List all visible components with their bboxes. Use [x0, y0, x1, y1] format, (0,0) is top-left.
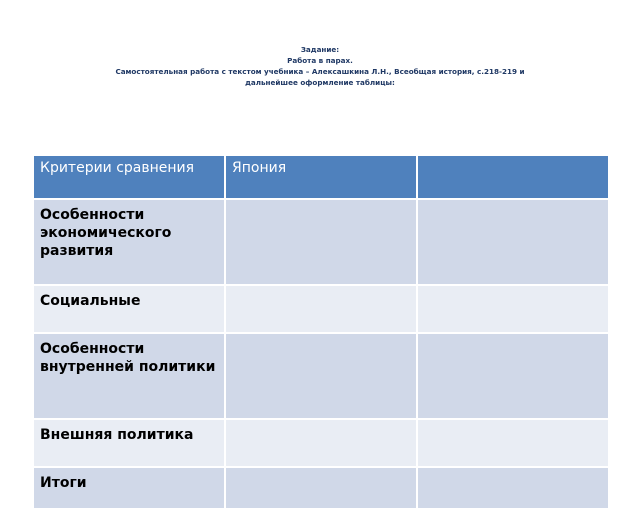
- row-cell-japan[interactable]: [225, 199, 417, 285]
- table-row: [33, 199, 609, 285]
- task-instruction-line-2: дальнейшее оформление таблицы:: [245, 78, 395, 87]
- table-row: [33, 467, 609, 509]
- header-japan: Япония: [225, 155, 417, 199]
- row-criterion: Особенности экономического развития: [33, 199, 225, 285]
- row-criterion: Внешняя политика: [33, 419, 225, 467]
- row-cell-other[interactable]: [417, 333, 609, 419]
- task-instruction-line-1: Самостоятельная работа с текстом учебника – Алексашкина Л.Н., Всеобщая история, с.218-219 и: [115, 67, 525, 76]
- row-cell-japan[interactable]: [225, 419, 417, 467]
- comparison-table: [32, 154, 610, 510]
- row-cell-japan[interactable]: [225, 285, 417, 333]
- row-cell-japan[interactable]: [225, 467, 417, 509]
- row-cell-japan[interactable]: [225, 333, 417, 419]
- table-header-row: [33, 155, 609, 199]
- row-cell-other[interactable]: [417, 419, 609, 467]
- table-row: [33, 419, 609, 467]
- task-subtitle: Работа в парах.: [287, 56, 353, 65]
- row-cell-other[interactable]: [417, 467, 609, 509]
- task-title: Задание:: [300, 45, 340, 54]
- task-text-block: [40, 44, 600, 88]
- row-cell-other[interactable]: [417, 285, 609, 333]
- table-row: [33, 333, 609, 419]
- row-criterion: Итоги: [33, 467, 225, 509]
- header-empty: [417, 155, 609, 199]
- row-criterion: Социальные: [33, 285, 225, 333]
- row-cell-other[interactable]: [417, 199, 609, 285]
- header-criteria: Критерии сравнения: [33, 155, 225, 199]
- table-row: [33, 285, 609, 333]
- row-criterion: Особенности внутренней политики: [33, 333, 225, 419]
